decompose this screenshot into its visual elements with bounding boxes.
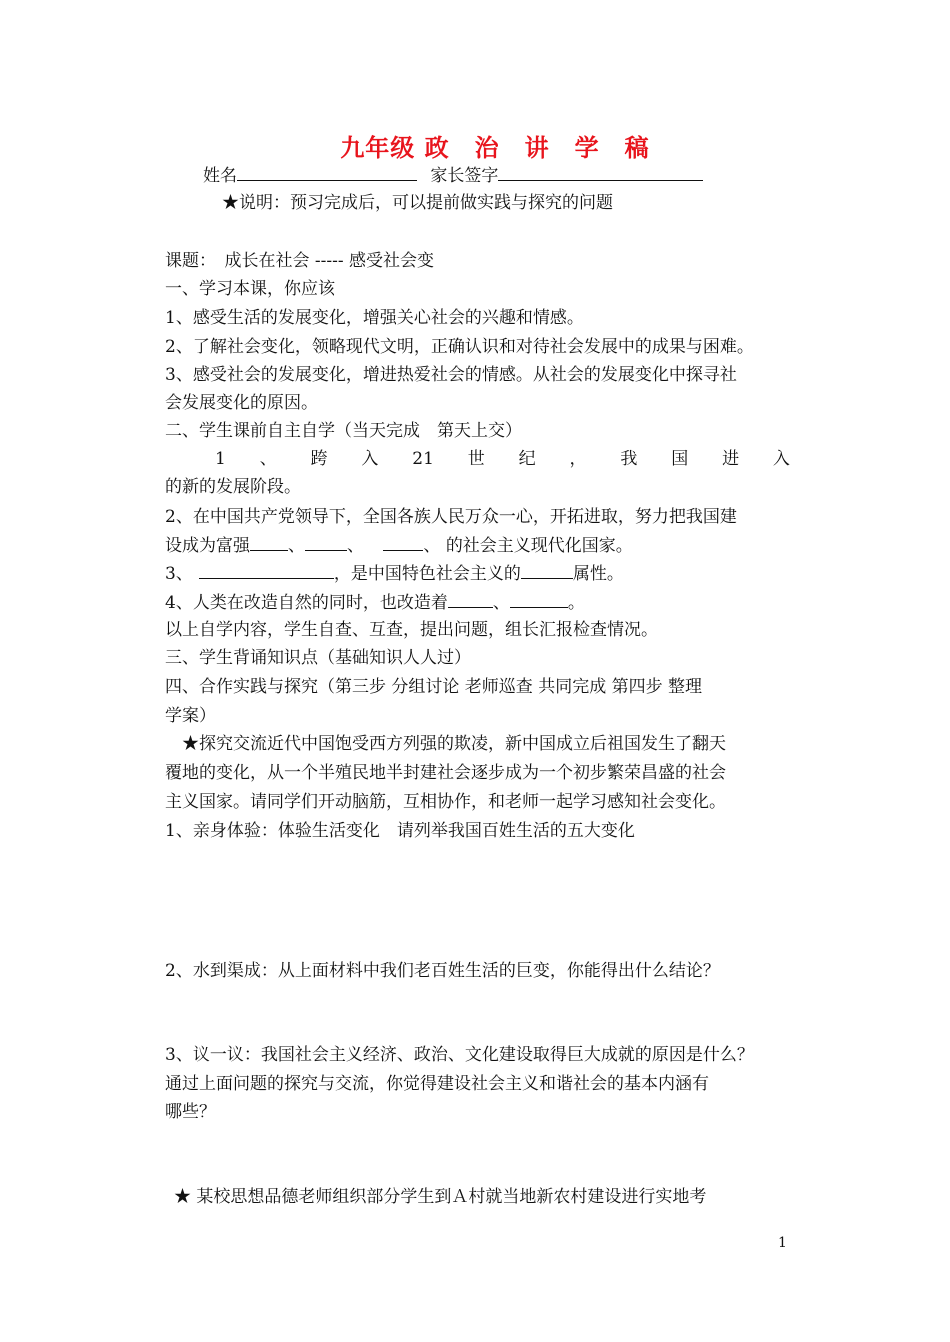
- q1-token: 进: [722, 449, 740, 469]
- q1-token: 入: [361, 449, 379, 469]
- question-4: 4、人类在改造自然的同时，也改造着 、 。: [165, 589, 585, 616]
- q1-token: ，: [569, 449, 587, 469]
- inquiry-question-3-line2: 通过上面问题的探究与交流，你觉得建设社会主义和谐社会的基本内涵有: [165, 1074, 709, 1094]
- q1-token: 纪: [518, 449, 536, 469]
- q1-token: 入: [772, 449, 790, 469]
- inquiry-intro-line3: 主义国家。请同学们开动脑筋，互相协作，和老师一起学习感知社会变化。: [165, 792, 726, 812]
- lesson-topic: 课题： 成长在社会 ----- 感受社会变: [165, 251, 435, 271]
- objective-3-line2: 会发展变化的原因。: [165, 393, 318, 413]
- objective-1: 1、感受生活的发展变化，增强关心社会的兴趣和情感。: [165, 308, 584, 328]
- section-4-heading-line1: 四、合作实践与探究（第三步 分组讨论 老师巡查 共同完成 第四步 整理: [165, 677, 703, 697]
- inquiry-intro-line2: 覆地的变化，从一个半殖民地半封建社会逐步成为一个初步繁荣昌盛的社会: [165, 763, 726, 783]
- q1-token: 我: [620, 449, 638, 469]
- inquiry-question-1: 1、亲身体验：体验生活变化 请列举我国百姓生活的五大变化: [165, 821, 635, 841]
- self-check-note: 以上自学内容，学生自查、互查，提出问题，组长汇报检查情况。: [165, 620, 658, 640]
- header-line: [203, 162, 703, 189]
- q1-token: 1: [215, 449, 226, 469]
- inquiry-question-3-line3: 哪些？: [165, 1102, 216, 1122]
- section-1-heading: 一、学习本课，你应该: [165, 279, 335, 299]
- q1-token: 21: [412, 449, 434, 469]
- inquiry-question-2: 2、水到渠成：从上面材料中我们老百姓生活的巨变，你能得出什么结论？: [165, 961, 720, 981]
- question-1-line2: 的新的发展阶段。: [165, 477, 301, 497]
- q3-blank-1: [199, 560, 334, 579]
- section-2-heading: 二、学生课前自主自学（当天完成 第天上交）: [165, 421, 522, 441]
- objective-2: 2、了解社会变化，领略现代文明，正确认识和对待社会发展中的成果与困难。: [165, 337, 754, 357]
- q2-blank-1: [250, 532, 288, 551]
- inquiry-intro-line1: ★探究交流近代中国饱受西方列强的欺凌，新中国成立后祖国发生了翻天: [165, 734, 726, 754]
- section-3-heading: 三、学生背诵知识点（基础知识人人过）: [165, 648, 471, 668]
- inquiry-question-3-line1: 3、议一议：我国社会主义经济、政治、文化建设取得巨大成就的原因是什么？: [165, 1045, 754, 1065]
- page-number: 1: [778, 1235, 787, 1251]
- page-title: 九年级 政 治 讲 学 稿: [340, 133, 650, 162]
- question-2-line2: 设成为富强 、 、 、 的社会主义现代化国家。: [165, 532, 633, 559]
- q1-token: 、: [259, 449, 277, 469]
- objective-3-line1: 3、感受社会的发展变化，增进热爱社会的情感。从社会的发展变化中探寻社: [165, 365, 737, 385]
- name-label: 姓名: [203, 166, 237, 186]
- question-1-line1: [215, 446, 790, 472]
- question-2-line1: 2、在中国共产党领导下，全国各族人民万众一心，开拓进取，努力把我国建: [165, 507, 737, 527]
- section-4-heading-line2: 学案）: [165, 706, 216, 726]
- q2-blank-2: [305, 532, 347, 551]
- instruction-note: ★说明：预习完成后，可以提前做实践与探究的问题: [222, 193, 613, 213]
- q4-blank-2: [510, 589, 568, 608]
- q1-token: 国: [671, 449, 689, 469]
- question-3: 3、 ，是中国特色社会主义的 属性。: [165, 560, 624, 587]
- parent-signature-blank: [498, 162, 703, 181]
- q1-token: 世: [467, 449, 485, 469]
- q2-blank-3: [383, 532, 423, 551]
- case-study-intro: ★ 某校思想品德老师组织部分学生到Ａ村就当地新农村建设进行实地考: [174, 1187, 707, 1207]
- parent-signature-label: 家长签字: [430, 166, 499, 186]
- name-blank: [237, 162, 417, 181]
- q4-blank-1: [448, 589, 493, 608]
- q1-token: 跨: [310, 449, 328, 469]
- q3-blank-2: [521, 560, 573, 579]
